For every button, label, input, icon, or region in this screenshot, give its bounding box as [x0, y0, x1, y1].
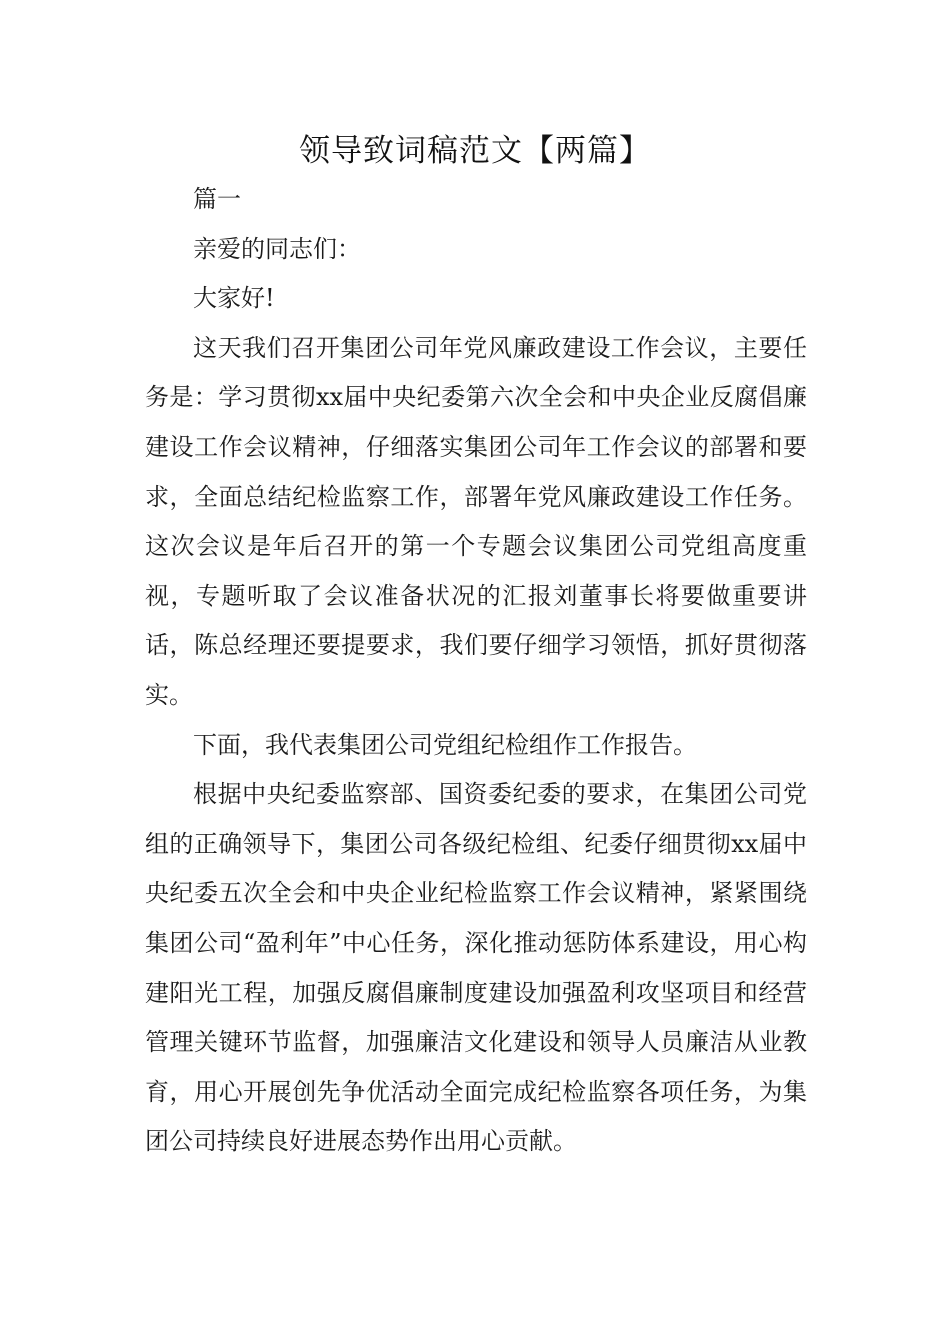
- paragraph-meeting-intro: 这天我们召开集团公司年党风廉政建设工作会议，主要任务是：学习贯彻xx届中央纪委第六次全会和中央企业反腐倡廉建设工作会议精神，仔细落实集团公司年工作会议的部署和要求，全面总结纪检监察工作，部署年党风廉政建设工作任务。这次会议是年后召开的第一个专题会议集团公司党组高度重视，专题听取了会议准备状况的汇报刘董事长将要做重要讲话，陈总经理还要提要求，我们要仔细学习领悟，抓好贯彻落实。: [145, 333, 807, 709]
- paragraph-section-heading: 篇一: [193, 185, 241, 213]
- document-title: 领导致词稿范文【两篇】: [299, 133, 651, 169]
- paragraph-work-summary: 根据中央纪委监察部、国资委纪委的要求，在集团公司党组的正确领导下，集团公司各级纪检组、纪委仔细贯彻xx届中央纪委五次全会和中央企业纪检监察工作会议精神，紧紧围绕集团公司“盈利年”中心任务，深化推动惩防体系建设，用心构建阳光工程，加强反腐倡廉制度建设加强盈利攻坚项目和经营管理关键环节监督，加强廉洁文化建设和领导人员廉洁从业教育，用心开展创先争优活动全面完成纪检监察各项任务，为集团公司持续良好进展态势作出用心贡献。: [145, 780, 807, 1156]
- paragraph-salutation: 亲爱的同志们：: [193, 234, 361, 263]
- paragraph-greeting: 大家好!: [193, 284, 275, 313]
- paragraph-report-intro: 下面，我代表集团公司党组纪检组作工作报告。: [193, 730, 697, 759]
- document-body: [145, 175, 807, 1167]
